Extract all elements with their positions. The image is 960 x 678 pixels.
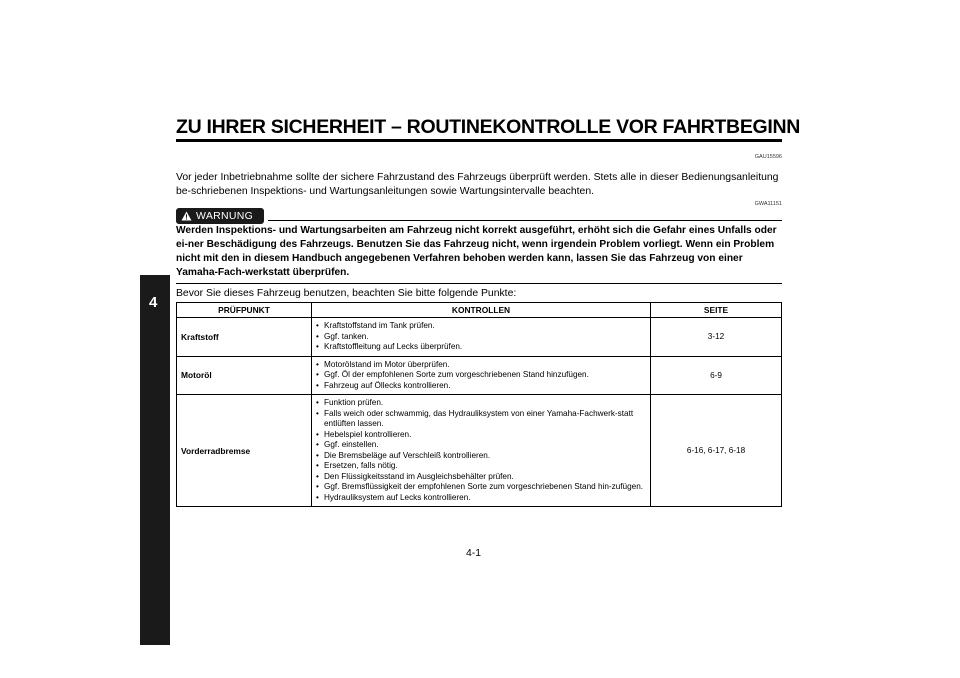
check-item: • Den Flüssigkeitsstand im Ausgleichsbehälter prüfen. xyxy=(316,472,646,483)
row-item: Kraftstoff xyxy=(177,318,312,357)
page-title: ZU IHRER SICHERHEIT – ROUTINEKONTROLLE VOR FAHRTBEGINN xyxy=(176,116,801,138)
check-item: • Funktion prüfen. xyxy=(316,398,646,409)
intro-code: GAU15596 xyxy=(754,154,782,160)
row-checks xyxy=(312,318,651,357)
table-row xyxy=(177,356,782,395)
check-item: • Ggf. tanken. xyxy=(316,332,646,343)
check-item: • Motorölstand im Motor überprüfen. xyxy=(316,360,646,371)
table-header-row xyxy=(177,303,782,318)
lead-text: Bevor Sie dieses Fahrzeug benutzen, beachten Sie bitte folgende Punkte: xyxy=(176,288,517,299)
page-number: 4-1 xyxy=(466,548,482,559)
row-page: 6-9 xyxy=(651,356,782,395)
check-item: • Ggf. Öl der empfohlenen Sorte zum vorgeschriebenen Stand hinzufügen. xyxy=(316,370,646,381)
row-page: 6-16, 6-17, 6-18 xyxy=(651,395,782,507)
check-item: • Falls weich oder schwammig, das Hydrauliksystem von einer Yamaha-Fachwerk-statt entlüften lassen. xyxy=(316,409,646,430)
warning-rule xyxy=(268,220,782,221)
check-item: • Ggf. Bremsflüssigkeit der empfohlenen Sorte zum vorgeschriebenen Stand hin-zufügen. xyxy=(316,482,646,493)
warning-text: Werden Inspektions- und Wartungsarbeiten am Fahrzeug nicht korrekt ausgeführt, erhöht sich die Gefahr eines Unfalls oder ei-ner Beschädigung des Fahrzeugs. Benutzen Sie das Fahrzeug nicht, wenn irgendein Problem vorliegt. Wenn ein Problem nicht mit den in diesem Handbuch angegebenen Verfahren behoben werden kann, lassen Sie das Fahrzeug von einer Yamaha-Fach-werkstatt überprüfen. xyxy=(176,225,777,278)
check-item: • Kraftstoffstand im Tank prüfen. xyxy=(316,321,646,332)
warning-badge xyxy=(176,208,264,224)
row-checks xyxy=(312,395,651,507)
check-item: • Hydrauliksystem auf Lecks kontrollieren. xyxy=(316,493,646,504)
check-item: • Ersetzen, falls nötig. xyxy=(316,461,646,472)
warning-label: WARNUNG xyxy=(196,210,254,222)
row-page: 3-12 xyxy=(651,318,782,357)
intro-paragraph: Vor jeder Inbetriebnahme sollte der sichere Fahrzustand des Fahrzeugs überprüft werden. Stets alle in dieser Bedienungsanleitung be-schriebenen Inspektions- und Wartungsanleitungen sowie Wartungsintervalle beachten. xyxy=(176,172,779,197)
chapter-number: 4 xyxy=(149,294,158,311)
header-checks: KONTROLLEN xyxy=(312,303,651,318)
check-item: • Ggf. einstellen. xyxy=(316,440,646,451)
table-row xyxy=(177,318,782,357)
row-checks xyxy=(312,356,651,395)
warning-bottom-rule xyxy=(176,283,782,284)
title-rule xyxy=(176,139,782,142)
row-item: Vorderradbremse xyxy=(177,395,312,507)
row-item: Motoröl xyxy=(177,356,312,395)
warning-code: GWA11151 xyxy=(754,201,782,207)
chapter-tab xyxy=(140,275,170,645)
inspection-table xyxy=(176,302,782,507)
check-item: • Fahrzeug auf Öllecks kontrollieren. xyxy=(316,381,646,392)
header-item: PRÜFPUNKT xyxy=(177,303,312,318)
check-item: • Die Bremsbeläge auf Verschleiß kontrollieren. xyxy=(316,451,646,462)
header-page: SEITE xyxy=(651,303,782,318)
warning-triangle-icon xyxy=(181,211,192,221)
table-row xyxy=(177,395,782,507)
check-item: • Kraftstoffleitung auf Lecks überprüfen. xyxy=(316,342,646,353)
check-item: • Hebelspiel kontrollieren. xyxy=(316,430,646,441)
